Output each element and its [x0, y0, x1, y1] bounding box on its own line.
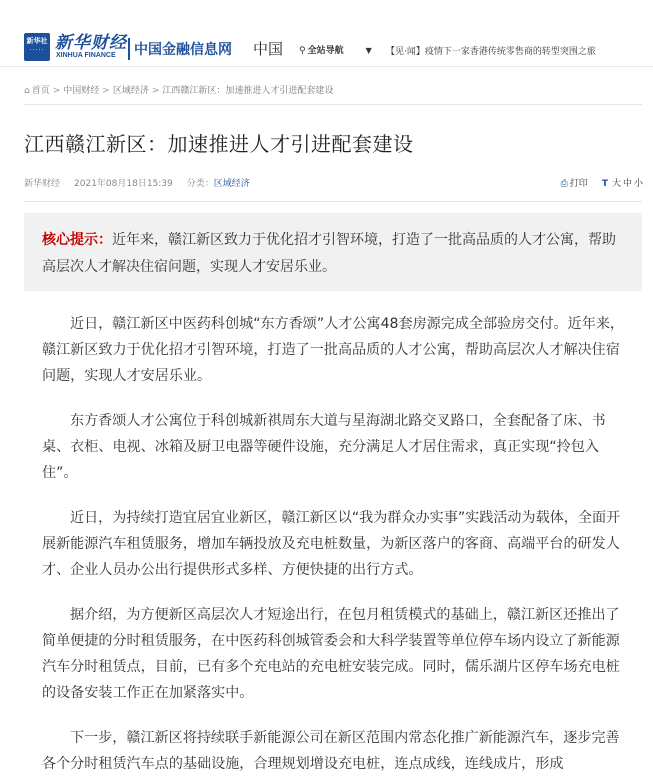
breadcrumb-separator: >	[52, 86, 61, 96]
print-label: 打印	[569, 179, 588, 189]
summary-box	[24, 213, 642, 291]
font-size-icon: T	[601, 179, 608, 189]
breadcrumb-separator: >	[151, 86, 160, 96]
logo-dots: ·····	[29, 47, 45, 54]
print-button[interactable]	[561, 179, 588, 189]
breadcrumb-home[interactable]: 首页	[31, 86, 50, 96]
paragraph: 据介绍，为方便新区高层次人才短途出行，在包月租赁模式的基础上，赣江新区还推出了简单便捷的分时租赁服务，在中医药科创城管委会和大科学装置等单位停车场内设立了新能源汽车分时租赁点，目前，已有多个充电站的充电桩安装完成。同时，儒乐湖片区停车场充电桩的设备安装工作正在加紧落实中。	[42, 607, 620, 701]
xinhua-logo-icon[interactable]	[24, 33, 50, 61]
paragraph: 东方香颂人才公寓位于科创城新祺周东大道与星海湖北路交叉路口，全套配备了床、书桌、衣柜、电视、冰箱及厨卫电器等硬件设施，充分满足人才居住需求，真正实现“拎包入住”。	[42, 413, 606, 481]
site-header	[0, 0, 653, 67]
chevron-down-icon: ▼	[365, 46, 372, 55]
logo-site-name[interactable]: 中国金融信息网	[134, 42, 232, 58]
article-meta	[24, 176, 264, 189]
breadcrumb-regional-economy[interactable]: 区域经济	[112, 86, 149, 96]
article-source: 新华财经	[24, 179, 61, 189]
location-pin-icon: ⚲	[299, 46, 306, 56]
summary-label: 核心提示：	[42, 232, 112, 248]
divider	[24, 104, 642, 105]
site-nav-label: 全站导航	[307, 46, 344, 56]
home-icon: ⌂	[24, 86, 30, 96]
category-label: 分类：	[186, 179, 214, 189]
summary-text: 近年来，赣江新区致力于优化招才引智环境，打造了一批高品质的人才公寓，帮助高层次人才解决住宿问题，实现人才安居乐业。	[42, 232, 616, 275]
logo-brand[interactable]: 新华财经	[55, 33, 127, 53]
category-link[interactable]: 区域经济	[213, 179, 250, 189]
breadcrumb-separator: >	[102, 86, 110, 96]
font-size-small[interactable]: 小	[633, 179, 643, 189]
site-nav-menu[interactable]	[299, 43, 372, 56]
divider	[24, 201, 642, 202]
news-ticker[interactable]: 【见·闻】疫情下一家香港传统零售商的转型突围之旅	[386, 47, 596, 57]
logo-box-text: 新华社	[26, 37, 48, 45]
article-body	[42, 311, 628, 783]
font-size-large[interactable]: 大	[611, 179, 621, 189]
font-size-medium[interactable]: 中	[622, 179, 632, 189]
breadcrumb	[24, 83, 333, 96]
region-label: 中国	[253, 40, 284, 58]
logo-subtitle: XINHUA FINANCE	[56, 52, 116, 59]
breadcrumb-current[interactable]: 江西赣江新区：加速推进人才引进配套建设	[162, 86, 334, 96]
printer-icon: ⎙	[560, 179, 568, 189]
article-title: 江西赣江新区：加速推进人才引进配套建设	[24, 132, 414, 156]
paragraph: 近日，赣江新区中医药科创城“东方香颂”人才公寓48套房源完成全部验房交付。近年来，赣江新区致力于优化招才引智环境，打造了一批高品质的人才公寓，帮助高层次人才解决住宿问题，实现人才安居乐业。	[42, 316, 625, 384]
article-tools	[561, 176, 643, 189]
paragraph: 近日，为持续打造宜居宜业新区，赣江新区以“我为群众办实事”实践活动为载体，全面开展新能源汽车租赁服务，增加车辆投放及充电桩数量，为新区落户的客商、高端平台的研发人才、企业人员办公出行提供形式多样、方便快捷的出行方式。	[42, 510, 621, 578]
breadcrumb-china-finance[interactable]: 中国财经	[63, 86, 100, 96]
logo-divider	[128, 38, 130, 60]
paragraph: 下一步，赣江新区将持续联手新能源公司在新区范围内常态化推广新能源汽车，逐步完善各个分时租赁汽车点的基础设施，合理规划增设充电桩，连点成线，连线成片，形成	[42, 730, 620, 772]
article-datetime: 2021年08月18日15:39	[74, 179, 173, 189]
